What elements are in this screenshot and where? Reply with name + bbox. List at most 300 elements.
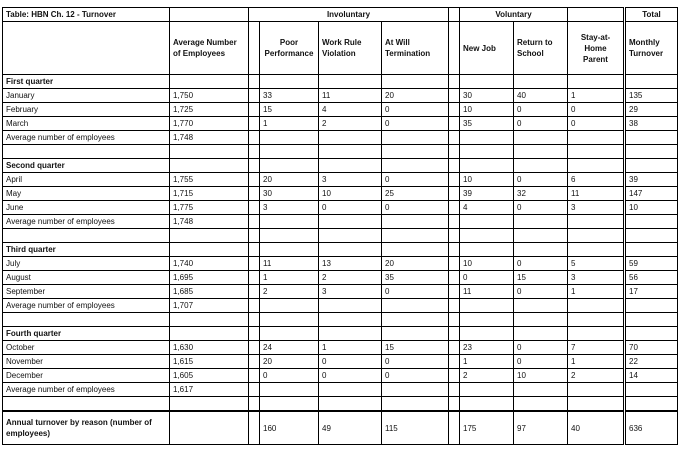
blank-cell — [319, 299, 382, 313]
new-job-cell: 11 — [460, 285, 514, 299]
stay-at-home-cell: 0 — [568, 103, 625, 117]
blank-cell — [249, 243, 260, 257]
blank-cell — [3, 397, 170, 412]
blank-cell — [568, 243, 625, 257]
blank-cell — [170, 75, 249, 89]
blank-cell — [568, 327, 625, 341]
blank-cell — [260, 299, 319, 313]
spacer-cell — [449, 411, 460, 445]
blank-cell — [260, 383, 319, 397]
work-rule-cell: 10 — [319, 187, 382, 201]
blank-cell — [382, 145, 449, 159]
return-to-school-cell: 0 — [514, 355, 568, 369]
blank-cell — [319, 145, 382, 159]
blank-cell — [382, 243, 449, 257]
blank-cell — [319, 159, 382, 173]
blank-cell — [3, 313, 170, 327]
blank-cell — [568, 145, 625, 159]
at-will-cell: 0 — [382, 285, 449, 299]
month-name: February — [3, 103, 170, 117]
blank-cell — [260, 159, 319, 173]
quarter-title: Third quarter — [3, 243, 170, 257]
poor-performance-cell: 1 — [260, 271, 319, 285]
return-to-school-cell: 0 — [514, 201, 568, 215]
blank-cell — [382, 327, 449, 341]
month-row — [3, 369, 678, 383]
annual-total-row — [3, 411, 678, 445]
monthly-turnover-cell: 147 — [625, 187, 678, 201]
blank-cell — [514, 397, 568, 412]
voluntary-header: Voluntary — [460, 8, 568, 22]
month-name: August — [3, 271, 170, 285]
average-value: 1,748 — [170, 131, 249, 145]
blank-cell — [514, 159, 568, 173]
separator-row — [3, 229, 678, 243]
blank-cell — [170, 327, 249, 341]
stay-at-home-cell: 2 — [568, 369, 625, 383]
spacer-cell — [449, 257, 460, 271]
work-rule-cell: 1 — [319, 341, 382, 355]
spacer-cell — [249, 22, 260, 75]
blank-cell — [319, 397, 382, 412]
return-to-school-cell: 0 — [514, 257, 568, 271]
at-will-cell: 0 — [382, 201, 449, 215]
month-row — [3, 201, 678, 215]
blank-cell — [514, 131, 568, 145]
blank-cell — [249, 215, 260, 229]
return-to-school-cell: 0 — [514, 117, 568, 131]
spacer-cell — [249, 117, 260, 131]
blank-cell — [625, 243, 678, 257]
blank-cell — [625, 145, 678, 159]
month-row — [3, 341, 678, 355]
blank-cell — [568, 159, 625, 173]
month-row — [3, 187, 678, 201]
average-row — [3, 131, 678, 145]
blank-cell — [382, 159, 449, 173]
col-stay-at-home-parent: Stay-at-Home Parent — [568, 22, 625, 75]
blank-cell — [260, 243, 319, 257]
blank-cell — [625, 159, 678, 173]
avg-employees-cell: 1,755 — [170, 173, 249, 187]
at-will-cell: 20 — [382, 89, 449, 103]
month-name: May — [3, 187, 170, 201]
blank-cell — [170, 8, 249, 22]
spacer-cell — [249, 341, 260, 355]
monthly-turnover-cell: 135 — [625, 89, 678, 103]
blank-cell — [382, 397, 449, 412]
month-name: March — [3, 117, 170, 131]
work-rule-cell: 0 — [319, 369, 382, 383]
work-rule-cell: 2 — [319, 117, 382, 131]
month-name: October — [3, 341, 170, 355]
month-name: April — [3, 173, 170, 187]
work-rule-cell: 13 — [319, 257, 382, 271]
blank-cell — [625, 299, 678, 313]
new-job-cell: 1 — [460, 355, 514, 369]
spacer-cell — [249, 285, 260, 299]
at-will-cell: 35 — [382, 271, 449, 285]
blank-cell — [260, 215, 319, 229]
work-rule-cell: 2 — [319, 271, 382, 285]
average-value: 1,707 — [170, 299, 249, 313]
blank-cell — [568, 8, 625, 22]
annual-return-to-school: 97 — [514, 411, 568, 445]
spacer-cell — [249, 369, 260, 383]
col-at-will-termination: At Will Termination — [382, 22, 449, 75]
blank-cell — [449, 229, 460, 243]
group-header-row — [3, 8, 678, 22]
average-row — [3, 383, 678, 397]
stay-at-home-cell: 1 — [568, 285, 625, 299]
col-new-job: New Job — [460, 22, 514, 75]
blank-cell — [460, 131, 514, 145]
month-row — [3, 117, 678, 131]
new-job-cell: 0 — [460, 271, 514, 285]
blank-cell — [319, 327, 382, 341]
poor-performance-cell: 20 — [260, 173, 319, 187]
spacer-cell — [449, 271, 460, 285]
return-to-school-cell: 32 — [514, 187, 568, 201]
blank-cell — [170, 411, 249, 445]
return-to-school-cell: 15 — [514, 271, 568, 285]
spacer-cell — [249, 271, 260, 285]
blank-cell — [568, 215, 625, 229]
blank-cell — [460, 397, 514, 412]
blank-cell — [568, 229, 625, 243]
table-body — [3, 8, 678, 445]
monthly-turnover-cell: 70 — [625, 341, 678, 355]
blank-cell — [625, 327, 678, 341]
poor-performance-cell: 0 — [260, 369, 319, 383]
monthly-turnover-cell: 22 — [625, 355, 678, 369]
annual-poor-performance: 160 — [260, 411, 319, 445]
blank-cell — [319, 313, 382, 327]
blank-cell — [449, 397, 460, 412]
quarter-title-row — [3, 75, 678, 89]
blank-cell — [449, 313, 460, 327]
col-poor-performance: Poor Performance — [260, 22, 319, 75]
blank-cell — [382, 383, 449, 397]
spacer-cell — [449, 201, 460, 215]
blank-cell — [460, 327, 514, 341]
avg-employees-cell: 1,630 — [170, 341, 249, 355]
month-name: December — [3, 369, 170, 383]
poor-performance-cell: 2 — [260, 285, 319, 299]
new-job-cell: 39 — [460, 187, 514, 201]
blank-cell — [319, 75, 382, 89]
new-job-cell: 10 — [460, 257, 514, 271]
poor-performance-cell: 1 — [260, 117, 319, 131]
return-to-school-cell: 0 — [514, 103, 568, 117]
spacer-cell — [249, 173, 260, 187]
month-row — [3, 173, 678, 187]
blank-cell — [514, 383, 568, 397]
blank-cell — [460, 145, 514, 159]
spacer-cell — [249, 257, 260, 271]
at-will-cell: 25 — [382, 187, 449, 201]
at-will-cell: 0 — [382, 173, 449, 187]
blank-cell — [449, 8, 460, 22]
blank-cell — [319, 215, 382, 229]
blank-cell — [3, 22, 170, 75]
stay-at-home-cell: 1 — [568, 89, 625, 103]
monthly-turnover-cell: 56 — [625, 271, 678, 285]
blank-cell — [260, 327, 319, 341]
stay-at-home-cell: 3 — [568, 201, 625, 215]
blank-cell — [449, 243, 460, 257]
poor-performance-cell: 30 — [260, 187, 319, 201]
month-name: January — [3, 89, 170, 103]
avg-employees-cell: 1,725 — [170, 103, 249, 117]
blank-cell — [249, 229, 260, 243]
annual-new-job: 175 — [460, 411, 514, 445]
blank-cell — [3, 145, 170, 159]
spacer-cell — [249, 355, 260, 369]
avg-employees-cell: 1,685 — [170, 285, 249, 299]
turnover-table — [2, 7, 678, 445]
blank-cell — [449, 131, 460, 145]
blank-cell — [625, 313, 678, 327]
stay-at-home-cell: 7 — [568, 341, 625, 355]
stay-at-home-cell: 5 — [568, 257, 625, 271]
monthly-turnover-cell: 17 — [625, 285, 678, 299]
blank-cell — [449, 299, 460, 313]
blank-cell — [249, 131, 260, 145]
average-label: Average number of employees — [3, 299, 170, 313]
spacer-cell — [449, 173, 460, 187]
stay-at-home-cell: 3 — [568, 271, 625, 285]
month-name: November — [3, 355, 170, 369]
new-job-cell: 30 — [460, 89, 514, 103]
quarter-title-row — [3, 159, 678, 173]
blank-cell — [249, 299, 260, 313]
avg-employees-cell: 1,775 — [170, 201, 249, 215]
blank-cell — [449, 159, 460, 173]
work-rule-cell: 3 — [319, 173, 382, 187]
month-row — [3, 271, 678, 285]
blank-cell — [568, 397, 625, 412]
blank-cell — [319, 229, 382, 243]
column-header-row — [3, 22, 678, 75]
separator-row — [3, 313, 678, 327]
col-return-to-school: Return to School — [514, 22, 568, 75]
quarter-title-row — [3, 327, 678, 341]
new-job-cell: 4 — [460, 201, 514, 215]
blank-cell — [625, 397, 678, 412]
blank-cell — [568, 313, 625, 327]
separator-row — [3, 145, 678, 159]
spacer-cell — [449, 187, 460, 201]
spacer-cell — [449, 341, 460, 355]
blank-cell — [3, 229, 170, 243]
return-to-school-cell: 0 — [514, 285, 568, 299]
spacer-cell — [249, 201, 260, 215]
blank-cell — [449, 327, 460, 341]
blank-cell — [170, 313, 249, 327]
stay-at-home-cell: 6 — [568, 173, 625, 187]
blank-cell — [514, 75, 568, 89]
average-label: Average number of employees — [3, 383, 170, 397]
stay-at-home-cell: 0 — [568, 117, 625, 131]
spacer-cell — [449, 103, 460, 117]
blank-cell — [449, 145, 460, 159]
at-will-cell: 15 — [382, 341, 449, 355]
average-value: 1,617 — [170, 383, 249, 397]
blank-cell — [319, 131, 382, 145]
at-will-cell: 0 — [382, 103, 449, 117]
month-name: September — [3, 285, 170, 299]
work-rule-cell: 11 — [319, 89, 382, 103]
return-to-school-cell: 10 — [514, 369, 568, 383]
blank-cell — [568, 131, 625, 145]
at-will-cell: 0 — [382, 369, 449, 383]
blank-cell — [514, 229, 568, 243]
stay-at-home-cell: 1 — [568, 355, 625, 369]
annual-at-will: 115 — [382, 411, 449, 445]
spacer-cell — [249, 411, 260, 445]
blank-cell — [260, 145, 319, 159]
annual-stay-at-home: 40 — [568, 411, 625, 445]
poor-performance-cell: 24 — [260, 341, 319, 355]
separator-row — [3, 397, 678, 412]
quarter-title-row — [3, 243, 678, 257]
blank-cell — [625, 75, 678, 89]
quarter-title: First quarter — [3, 75, 170, 89]
blank-cell — [382, 131, 449, 145]
blank-cell — [449, 75, 460, 89]
monthly-turnover-cell: 38 — [625, 117, 678, 131]
avg-employees-cell: 1,695 — [170, 271, 249, 285]
quarter-title: Second quarter — [3, 159, 170, 173]
total-header: Total — [625, 8, 678, 22]
spacer-cell — [449, 22, 460, 75]
poor-performance-cell: 33 — [260, 89, 319, 103]
blank-cell — [514, 299, 568, 313]
monthly-turnover-cell: 39 — [625, 173, 678, 187]
blank-cell — [568, 75, 625, 89]
at-will-cell: 0 — [382, 117, 449, 131]
average-label: Average number of employees — [3, 131, 170, 145]
col-work-rule-violation: Work Rule Violation — [319, 22, 382, 75]
blank-cell — [625, 229, 678, 243]
annual-label: Annual turnover by reason (number of employees) — [3, 411, 170, 445]
blank-cell — [170, 397, 249, 412]
poor-performance-cell: 20 — [260, 355, 319, 369]
blank-cell — [625, 215, 678, 229]
poor-performance-cell: 15 — [260, 103, 319, 117]
blank-cell — [460, 243, 514, 257]
month-name: July — [3, 257, 170, 271]
new-job-cell: 10 — [460, 173, 514, 187]
blank-cell — [460, 299, 514, 313]
spacer-cell — [449, 117, 460, 131]
blank-cell — [460, 75, 514, 89]
blank-cell — [260, 75, 319, 89]
blank-cell — [260, 131, 319, 145]
new-job-cell: 35 — [460, 117, 514, 131]
month-row — [3, 355, 678, 369]
month-name: June — [3, 201, 170, 215]
blank-cell — [249, 313, 260, 327]
blank-cell — [382, 299, 449, 313]
spacer-cell — [449, 369, 460, 383]
table-title: Table: HBN Ch. 12 - Turnover — [3, 8, 170, 22]
blank-cell — [514, 327, 568, 341]
work-rule-cell: 0 — [319, 355, 382, 369]
spacer-cell — [249, 89, 260, 103]
spacer-cell — [249, 187, 260, 201]
return-to-school-cell: 0 — [514, 173, 568, 187]
monthly-turnover-cell: 29 — [625, 103, 678, 117]
month-row — [3, 89, 678, 103]
blank-cell — [514, 215, 568, 229]
blank-cell — [382, 75, 449, 89]
blank-cell — [514, 243, 568, 257]
monthly-turnover-cell: 59 — [625, 257, 678, 271]
blank-cell — [382, 215, 449, 229]
blank-cell — [260, 397, 319, 412]
blank-cell — [249, 327, 260, 341]
involuntary-header: Involuntary — [249, 8, 449, 22]
col-avg-employees: Average Number of Employees — [170, 22, 249, 75]
avg-employees-cell: 1,740 — [170, 257, 249, 271]
new-job-cell: 23 — [460, 341, 514, 355]
spacer-cell — [249, 103, 260, 117]
monthly-turnover-cell: 10 — [625, 201, 678, 215]
avg-employees-cell: 1,715 — [170, 187, 249, 201]
quarter-title: Fourth quarter — [3, 327, 170, 341]
blank-cell — [382, 229, 449, 243]
new-job-cell: 2 — [460, 369, 514, 383]
monthly-turnover-cell: 14 — [625, 369, 678, 383]
at-will-cell: 20 — [382, 257, 449, 271]
blank-cell — [249, 397, 260, 412]
blank-cell — [460, 313, 514, 327]
poor-performance-cell: 3 — [260, 201, 319, 215]
average-label: Average number of employees — [3, 215, 170, 229]
blank-cell — [625, 131, 678, 145]
blank-cell — [460, 215, 514, 229]
blank-cell — [460, 383, 514, 397]
avg-employees-cell: 1,750 — [170, 89, 249, 103]
blank-cell — [449, 383, 460, 397]
return-to-school-cell: 40 — [514, 89, 568, 103]
blank-cell — [249, 145, 260, 159]
blank-cell — [170, 159, 249, 173]
avg-employees-cell: 1,605 — [170, 369, 249, 383]
blank-cell — [460, 229, 514, 243]
blank-cell — [260, 229, 319, 243]
average-row — [3, 215, 678, 229]
blank-cell — [460, 159, 514, 173]
stay-at-home-cell: 11 — [568, 187, 625, 201]
average-row — [3, 299, 678, 313]
blank-cell — [170, 145, 249, 159]
blank-cell — [260, 313, 319, 327]
avg-employees-cell: 1,615 — [170, 355, 249, 369]
work-rule-cell: 3 — [319, 285, 382, 299]
blank-cell — [625, 383, 678, 397]
col-monthly-turnover: Monthly Turnover — [625, 22, 678, 75]
poor-performance-cell: 11 — [260, 257, 319, 271]
work-rule-cell: 0 — [319, 201, 382, 215]
blank-cell — [249, 75, 260, 89]
annual-work-rule: 49 — [319, 411, 382, 445]
at-will-cell: 0 — [382, 355, 449, 369]
spacer-cell — [449, 89, 460, 103]
blank-cell — [170, 243, 249, 257]
